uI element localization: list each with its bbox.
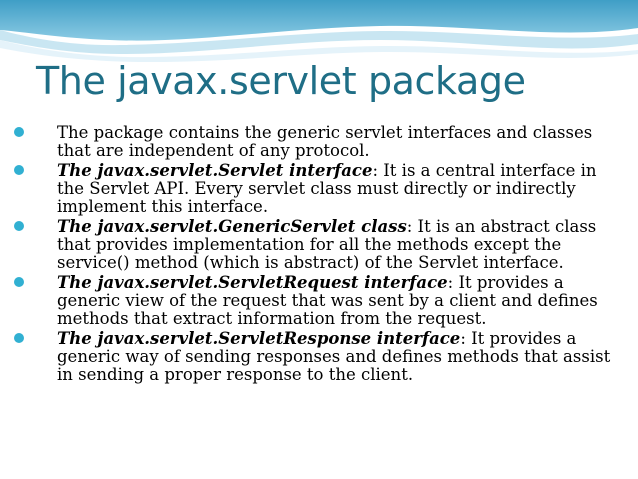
slide-title: The javax.servlet package — [36, 59, 526, 103]
bullet-text: : It is an abstract class that provides implementation for all the methods except the service() method (which is abstract) of the Servlet interface. — [57, 217, 597, 272]
bullet-list — [14, 124, 614, 386]
bullet-dot-icon — [14, 221, 24, 231]
bullet-item — [14, 218, 614, 272]
bullet-term: The javax.servlet.Servlet interface — [57, 161, 373, 180]
bullet-term: The javax.servlet.GenericServlet class — [57, 217, 407, 236]
bullet-dot-icon — [14, 127, 24, 137]
bullet-term: The javax.servlet.ServletRequest interface — [57, 273, 448, 292]
bullet-dot-icon — [14, 165, 24, 175]
bullet-item — [14, 330, 614, 384]
bullet-dot-icon — [14, 277, 24, 287]
bullet-text: : It provides a generic view of the request that was sent by a client and defines methods that extract information from the request. — [57, 273, 598, 328]
bullet-term: The javax.servlet.ServletResponse interface — [57, 329, 461, 348]
bullet-text: : It provides a generic way of sending responses and defines methods that assist in sending a proper response to the client. — [57, 329, 611, 384]
bullet-dot-icon — [14, 333, 24, 343]
bullet-item — [14, 274, 614, 328]
bullet-text: : It is a central interface in the Servlet API. Every servlet class must directly or indirectly implement this interface. — [57, 161, 597, 216]
bullet-item — [14, 124, 614, 160]
bullet-item — [14, 162, 614, 216]
bullet-text: The package contains the generic servlet interfaces and classes that are independent of any protocol. — [57, 123, 593, 160]
